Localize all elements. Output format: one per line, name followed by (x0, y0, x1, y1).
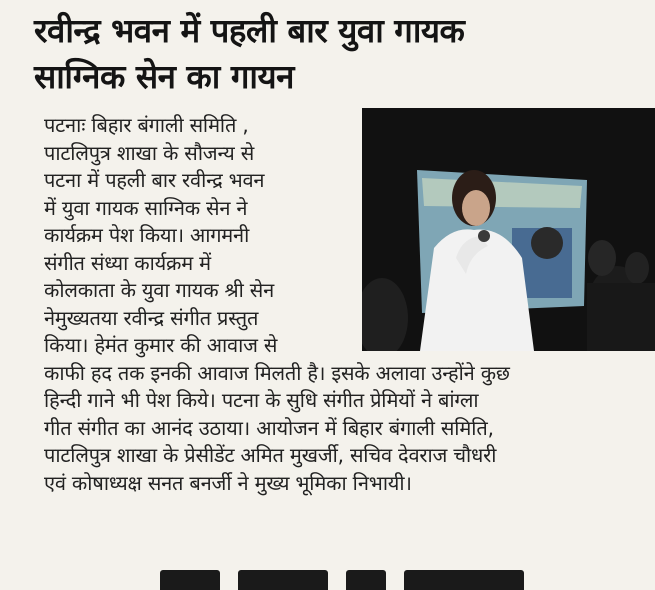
body-line: पटनाः बिहार बंगाली समिति , (44, 113, 249, 137)
body-line: नेमुख्यतया रवीन्द्र संगीत प्रस्तुत (44, 305, 259, 330)
headline (34, 8, 634, 100)
body-line: कोलकाता के युवा गायक श्री सेन (44, 278, 275, 302)
body-line: पाटलिपुत्र शाखा के सौजन्य से (44, 140, 255, 165)
body-line: में युवा गायक साग्निक सेन ने (44, 195, 248, 220)
body-line: किया। हेमंत कुमार की आवाज से (44, 333, 278, 357)
body-line: कार्यक्रम पेश किया। आगमनी (44, 223, 250, 247)
article-body (44, 112, 644, 497)
headline-line-2: साग्निक सेन का गायन (34, 57, 294, 96)
headline-line-1: रवीन्द्र भवन में पहली बार युवा गायक (34, 11, 465, 50)
body-line: पटना में पहली बार रवीन्द्र भवन (44, 168, 265, 192)
body-line: एवं कोषाध्यक्ष सनत बनर्जी ने मुख्य भूमिका निभायी। (44, 470, 412, 495)
body-line: हिन्दी गाने भी पेश किये। पटना के सुधि संगीत प्रेमियों ने बांग्ला (44, 388, 479, 412)
body-line: संगीत संध्या कार्यक्रम में (44, 250, 211, 275)
body-line: काफी हद तक इनकी आवाज मिलती है। इसके अलावा उन्होंने कुछ (44, 360, 510, 385)
body-line: गीत संगीत का आनंद उठाया। आयोजन में बिहार बंगाली समिति, (44, 415, 494, 440)
next-headline-fragment (160, 570, 610, 590)
body-line: पाटलिपुत्र शाखा के प्रेसीडेंट अमित मुखर्जी, सचिव देवराज चौधरी (44, 443, 497, 467)
